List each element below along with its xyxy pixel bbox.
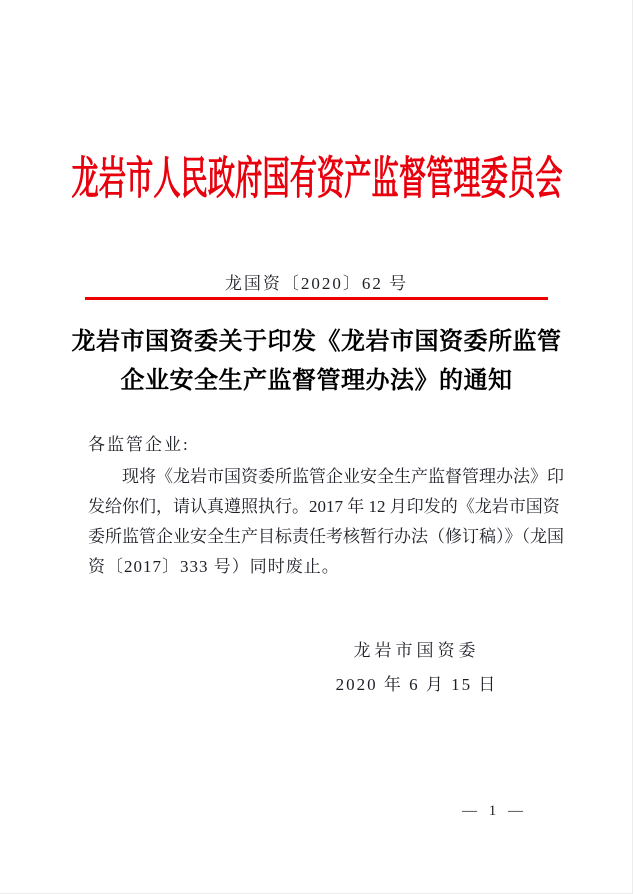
page-number: — 1 —: [462, 803, 527, 819]
signature-date: 2020 年 6 月 15 日: [335, 675, 498, 694]
signer-name: 龙岩市国资委: [353, 641, 480, 660]
notice-title-line-1: 龙岩市国资委关于印发《龙岩市国资委所监管: [71, 329, 562, 355]
body-line-3: 委所监管企业安全生产目标责任考核暂行办法（修订稿）》（龙国: [88, 527, 564, 546]
body-line-2: 发给你们，请认真遵照执行。2017 年 12 月印发的《龙岩市国资: [88, 497, 560, 516]
body-line-1: 现将《龙岩市国资委所监管企业安全生产监督管理办法》印: [122, 467, 564, 486]
signature-block: [100, 639, 633, 697]
letterhead-divider-rule: [85, 297, 548, 300]
body-paragraph: [88, 462, 564, 582]
salutation: 各监管企业:: [88, 435, 190, 454]
letterhead-issuer-title: [0, 146, 633, 202]
document-number: 龙国资〔2020〕62 号: [224, 274, 409, 293]
letterhead-issuer-title-text: 龙岩市人民政府国有资产监督管理委员会: [70, 153, 563, 204]
notice-title: [0, 323, 633, 401]
notice-title-line-2: 企业安全生产监督管理办法》的通知: [120, 368, 513, 394]
body-line-4: 资〔2017〕333 号）同时废止。: [88, 557, 340, 576]
